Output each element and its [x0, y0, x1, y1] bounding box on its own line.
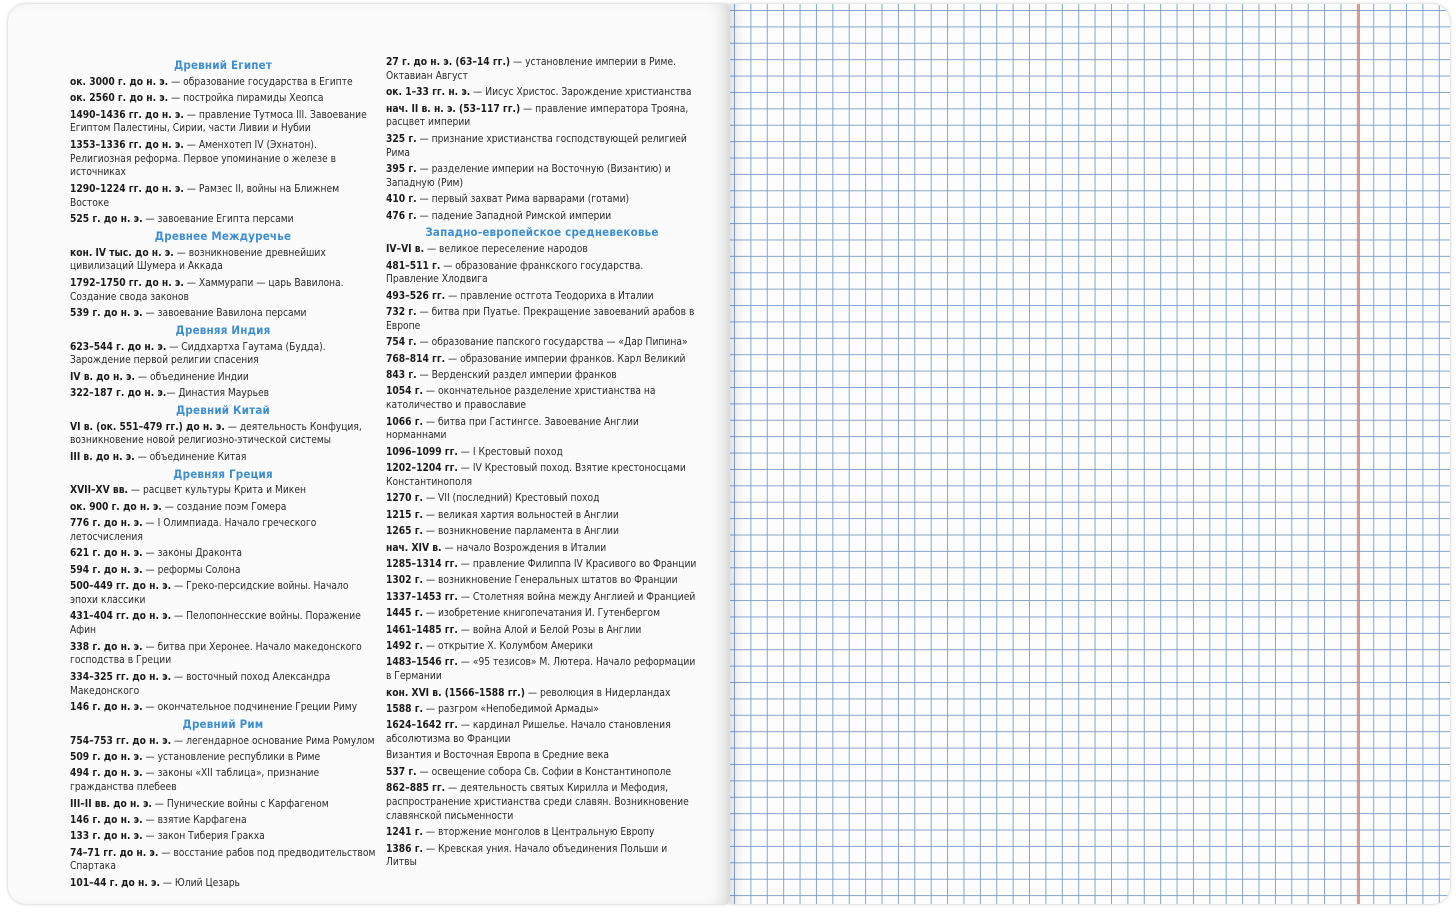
entry-date: XVII–XV вв. [70, 485, 128, 497]
left-page [8, 4, 728, 904]
entry-date: 1302 г. [386, 575, 423, 587]
entry-date: 1265 г. [386, 526, 423, 538]
entry-date: 133 г. до н. э. [70, 831, 143, 843]
entry-text: — образование империи франков. Карл Великий [445, 353, 686, 365]
entry-date: 500–449 гг. до н. э. [70, 581, 172, 593]
entry-date: 101–44 г. до н. э. [70, 877, 160, 889]
entry-text: — Верденский раздел империи франков [416, 370, 617, 382]
entry-text: — правление императора Трояна, расцвет империи [386, 103, 689, 129]
entry-date: 338 г. до н. э. [70, 641, 143, 653]
timeline-entry [386, 558, 698, 572]
entry-text: — великое переселение народов [424, 244, 588, 256]
timeline-entry [386, 462, 698, 490]
timeline-entry [70, 76, 376, 90]
timeline-entry [70, 547, 376, 561]
entry-date: 1215 г. [386, 509, 423, 521]
timeline-entry [386, 416, 698, 444]
entry-text: — война Алой и Белой Розы в Англии [457, 624, 642, 636]
entry-date: 768–814 гг. [386, 353, 446, 365]
timeline-entry [70, 92, 376, 106]
entry-text: — открытие Х. Колумбом Америки [422, 640, 593, 652]
timeline-entry [386, 163, 698, 191]
entry-text: — Кревская уния. Начало объединения Польши и Литвы [386, 843, 668, 869]
timeline-entry [386, 687, 698, 701]
entry-date: III в. до н. э. [70, 451, 135, 463]
entry-date: 754 г. [386, 337, 417, 349]
entry-text: — правление остгота Теодориха в Италии [445, 290, 654, 302]
entry-text: — правление Тутмоса III. Завоевание Египтом Палестины, Сирии, части Ливии и Нубии [70, 109, 367, 135]
timeline-entry [386, 509, 698, 523]
entry-text: — установление республики в Риме [142, 751, 321, 763]
entry-text: — образование государства в Египте [168, 76, 353, 88]
timeline-entry [386, 640, 698, 654]
timeline-entry [70, 109, 376, 137]
entry-date: 494 г. до н. э. [70, 768, 143, 780]
entry-text: — битва при Гастингсе. Завоевание Англии норманнами [386, 416, 639, 442]
section-title: Древнее Междуречье [154, 228, 292, 243]
entry-date: 776 г. до н. э. [70, 518, 143, 530]
entry-text: — падение Западной Римской империи [416, 210, 612, 222]
entry-date: 623–544 г. до н. э. [70, 341, 167, 353]
timeline-entry [386, 826, 698, 840]
entry-date: 1241 г. [386, 827, 423, 839]
timeline-entry [386, 86, 698, 100]
entry-text: — VII (последний) Крестовый поход [422, 493, 600, 505]
timeline-entry [386, 607, 698, 621]
entry-text: — Сиддхартха Гаутама (Будда). Зарождение первой религии спасения [70, 341, 326, 367]
entry-text: — IV Крестовый поход. Взятие крестоносцами Константинополя [386, 463, 686, 489]
entry-text: — «95 тезисов» М. Лютера. Начало реформации в Германии [386, 657, 696, 683]
entry-text: — Юлий Цезарь [159, 877, 240, 889]
entry-date: 732 г. [386, 307, 417, 319]
timeline-entry [386, 766, 698, 780]
timeline-entry [70, 751, 376, 765]
entry-date: 1270 г. [386, 493, 423, 505]
timeline-entry [386, 369, 698, 383]
timeline-entry [386, 719, 698, 747]
entry-text: — Хаммурапи — царь Вавилона. Создание свода законов [70, 277, 344, 303]
entry-date: 1353–1336 гг. до н. э. [70, 139, 184, 151]
entry-date: ок. 900 г. до н. э. [70, 501, 162, 513]
entry-date: 322–187 г. до н. э. [70, 388, 167, 400]
timeline-entry [386, 260, 698, 288]
entry-date: нач. XIV в. [386, 542, 442, 554]
timeline-entry [386, 574, 698, 588]
section-title: Древний Египет [173, 58, 273, 72]
timeline-entry [70, 830, 376, 844]
entry-text: — деятельность святых Кирилла и Мефодия, распространение христианства среди славян. Возникновение славянской письменности [386, 783, 689, 822]
entry-date: кон. XVI в. (1566–1588 гг.) [386, 687, 525, 699]
timeline-entry [70, 183, 376, 211]
timeline-entry [386, 336, 698, 350]
entry-text: — Рамзес II, войны на Ближнем Востоке [70, 183, 340, 209]
right-column [386, 56, 698, 873]
entry-text: — начало Возрождения в Италии [441, 542, 607, 554]
entry-date: 537 г. [386, 766, 417, 778]
section-title: Древний Рим [182, 716, 264, 731]
entry-text: — революция в Нидерландах [524, 687, 671, 699]
entry-text: — битва при Пуатье. Прекращение завоеваний арабов в Европе [386, 307, 695, 332]
entry-date: 525 г. до н. э. [70, 213, 143, 225]
entry-text: — кардинал Ришелье. Начало становления абсолютизма во Франции [386, 720, 671, 746]
entry-text: — легендарное основание Рима Ромулом [171, 735, 375, 747]
entry-date: 1202–1204 гг. [386, 463, 458, 475]
entry-text: — битва при Херонее. Начало македонского господства в Греции [70, 641, 362, 667]
timeline-entry [70, 213, 376, 227]
timeline-entry [70, 421, 376, 449]
timeline-entry [386, 290, 698, 304]
entry-text: — расцвет культуры Крита и Микен [128, 485, 306, 497]
entry-date: 1490–1436 гг. до н. э. [70, 109, 184, 121]
entry-text: — образование франкского государства. Правление Хлодвига [386, 260, 644, 286]
timeline-entry [386, 133, 698, 161]
entry-date: нач. II в. н. э. (53–117 гг.) [386, 103, 521, 115]
timeline-entry [386, 193, 698, 207]
timeline-entry [70, 814, 376, 828]
entry-text: — Пелопоннесские войны. Поражение Афин [70, 611, 361, 637]
entry-text: — объединение Индии [134, 371, 249, 383]
timeline-entry [386, 492, 698, 506]
entry-date: ок. 1–33 гг. н. э. [386, 87, 471, 99]
timeline-entry [386, 782, 698, 823]
entry-date: 1290–1224 гг. до н. э. [70, 183, 184, 195]
entry-text: — законы Драконта [142, 548, 243, 560]
entry-date: 1461–1485 гг. [386, 624, 458, 636]
entry-date: 539 г. до н. э. [70, 307, 143, 319]
entry-text: — Иисус Христос. Зарождение христианства [470, 87, 692, 99]
timeline-entry [70, 371, 376, 385]
entry-date: 325 г. [386, 133, 417, 145]
entry-text: — взятие Карфагена [142, 814, 247, 826]
entry-text: — деятельность Конфуция, возникновение новой религиозно-этической системы [70, 421, 362, 447]
timeline-entry [70, 307, 376, 321]
timeline-entry [386, 749, 698, 763]
section-title: Западно-европейское средневековье [425, 225, 659, 240]
margin-line [1358, 4, 1360, 904]
timeline-entry [70, 451, 376, 465]
entry-date: 146 г. до н. э. [70, 814, 143, 826]
entry-text: — первый захват Рима варварами (готами) [416, 194, 630, 206]
entry-text: — правление Филиппа IV Красивого во Франции [457, 558, 697, 570]
entry-date: 481–511 г. [386, 260, 441, 272]
timeline-entry [70, 247, 376, 275]
entry-date: 410 г. [386, 194, 417, 206]
timeline-entry [386, 56, 698, 84]
section-title: Древняя Греция [173, 466, 273, 481]
entry-date: VI в. (ок. 551–479 гг.) до н. э. [70, 421, 225, 433]
entry-text: — законы «XII таблица», признание гражданства плебеев [70, 768, 320, 794]
entry-text: — постройка пирамиды Хеопса [168, 93, 324, 105]
timeline-entry [70, 580, 376, 608]
timeline-entry [70, 671, 376, 699]
timeline-entry [70, 798, 376, 812]
entry-text: — окончательное подчинение Греции Риму [142, 701, 358, 713]
entry-text: — восточный поход Александра Македонского [70, 671, 331, 697]
timeline-entry [386, 353, 698, 367]
section-title: Древняя Индия [175, 322, 271, 337]
entry-text: — Греко-персидские войны. Начало эпохи классики [70, 581, 349, 606]
entry-date: 334–325 гг. до н. э. [70, 671, 172, 683]
entry-text: — Столетняя война между Англией и Францией [457, 591, 696, 603]
entry-date: 493–526 гг. [386, 290, 446, 302]
timeline-entry [70, 341, 376, 369]
entry-text: — признание христианства господствующей религией Рима [386, 133, 687, 159]
entry-date: 509 г. до н. э. [70, 751, 143, 763]
entry-date: III–II вв. до н. э. [70, 798, 152, 810]
entry-date: 1492 г. [386, 640, 423, 652]
entry-date: 1445 г. [386, 608, 423, 620]
timeline-entry [70, 610, 376, 638]
timeline-entry [386, 591, 698, 605]
entry-text: — освещение собора Св. Софии в Константинополе [416, 766, 671, 778]
entry-date: 431–404 гг. до н. э. [70, 611, 172, 623]
left-column [70, 56, 376, 893]
timeline-entry [70, 277, 376, 305]
timeline-entry [70, 139, 376, 180]
entry-text: — закон Тиберия Гракха [142, 831, 265, 843]
timeline-entry [386, 385, 698, 413]
entry-date: 1483–1546 гг. [386, 657, 458, 669]
entry-date: 74–71 гг. до н. э. [70, 847, 159, 859]
entry-text: — возникновение парламента в Англии [422, 526, 619, 538]
entry-date: ок. 3000 г. до н. э. [70, 76, 169, 88]
entry-date: 476 г. [386, 210, 417, 222]
entry-date: 1588 г. [386, 703, 423, 715]
entry-date: 1624–1642 гг. [386, 720, 458, 732]
timeline-entry [386, 243, 698, 257]
entry-date: 621 г. до н. э. [70, 548, 143, 560]
timeline-entry [386, 703, 698, 717]
entry-text: — разделение империи на Восточную (Византию) и Западную (Рим) [386, 163, 671, 189]
entry-date: 1066 г. [386, 416, 423, 428]
entry-date: 1792–1750 гг. до н. э. [70, 277, 184, 289]
timeline-entry [386, 843, 698, 871]
entry-date: ок. 2560 г. до н. э. [70, 93, 169, 105]
entry-date: IV в. до н. э. [70, 371, 135, 383]
entry-text: — объединение Китая [134, 451, 247, 463]
entry-text: — завоевание Египта персами [142, 213, 294, 225]
entry-date: IV–VI в. [386, 244, 425, 256]
entry-date: 395 г. [386, 163, 417, 175]
timeline-entry [70, 767, 376, 795]
entry-text: — изобретение книгопечатания И. Гутенбергом [422, 608, 661, 620]
entry-text: — Династия Маурьев [166, 388, 270, 400]
entry-text: — завоевание Вавилона персами [142, 307, 307, 319]
entry-text: — великая хартия вольностей в Англии [422, 509, 619, 521]
entry-date: 146 г. до н. э. [70, 701, 143, 713]
entry-text: — возникновение древнейших цивилизаций Шумера и Аккада [70, 247, 326, 273]
entry-date: 1096–1099 гг. [386, 446, 458, 458]
timeline-entry [70, 517, 376, 545]
graph-paper-page [730, 4, 1450, 904]
entry-text: — окончательное разделение христианства на католичество и православие [386, 386, 656, 412]
entry-text: — разгром «Непобедимой Армады» [422, 703, 599, 715]
entry-date: 754–753 гг. до н. э. [70, 735, 172, 747]
entry-text: — Пунические войны с Карфагеном [151, 798, 329, 810]
timeline-entry [70, 641, 376, 669]
timeline-entry [70, 735, 376, 749]
entry-text: Византия и Восточная Европа в Средние века [386, 750, 609, 762]
timeline-entry [386, 306, 698, 334]
entry-date: 862–885 гг. [386, 783, 446, 795]
timeline-entry [386, 525, 698, 539]
entry-text: — образование папского государства — «Дар Пипина» [416, 337, 688, 349]
entry-text: — вторжение монголов в Центральную Европу [422, 827, 655, 839]
entry-text: — I Крестовый поход [457, 446, 563, 458]
entry-text: — установление империи в Риме. Октавиан Август [386, 57, 676, 82]
timeline-entry [70, 387, 376, 401]
timeline-entry [386, 542, 698, 556]
entry-date: 1285–1314 гг. [386, 558, 458, 570]
timeline-entry [70, 501, 376, 515]
timeline-entry [386, 103, 698, 131]
timeline-entry [70, 847, 376, 875]
entry-date: 843 г. [386, 370, 417, 382]
entry-date: 1337–1453 гг. [386, 591, 458, 603]
entry-text: — I Олимпиада. Начало греческого летосчисления [70, 518, 317, 544]
timeline-entry [386, 210, 698, 224]
timeline-entry [386, 624, 698, 638]
entry-date: кон. IV тыс. до н. э. [70, 247, 174, 259]
timeline-entry [386, 656, 698, 684]
timeline-entry [70, 701, 376, 715]
entry-date: 1054 г. [386, 386, 423, 398]
timeline-entry [386, 446, 698, 460]
timeline-entry [70, 484, 376, 498]
entry-text: — возникновение Генеральных штатов во Франции [422, 575, 678, 587]
entry-date: 27 г. до н. э. (63–14 гг.) [386, 57, 511, 68]
timeline-entry [70, 564, 376, 578]
entry-text: — создание поэм Гомера [161, 501, 287, 513]
timeline-entry [70, 877, 376, 891]
entry-text: — Аменхотеп IV (Эхнатон). Религиозная реформа. Первое упоминание о железе в источниках [70, 139, 336, 179]
entry-text: — восстание рабов под предводительством Спартака [70, 847, 376, 873]
entry-text: — реформы Солона [142, 564, 241, 576]
section-title: Древний Китай [176, 402, 270, 417]
entry-date: 594 г. до н. э. [70, 564, 143, 576]
entry-date: 1386 г. [386, 843, 423, 855]
